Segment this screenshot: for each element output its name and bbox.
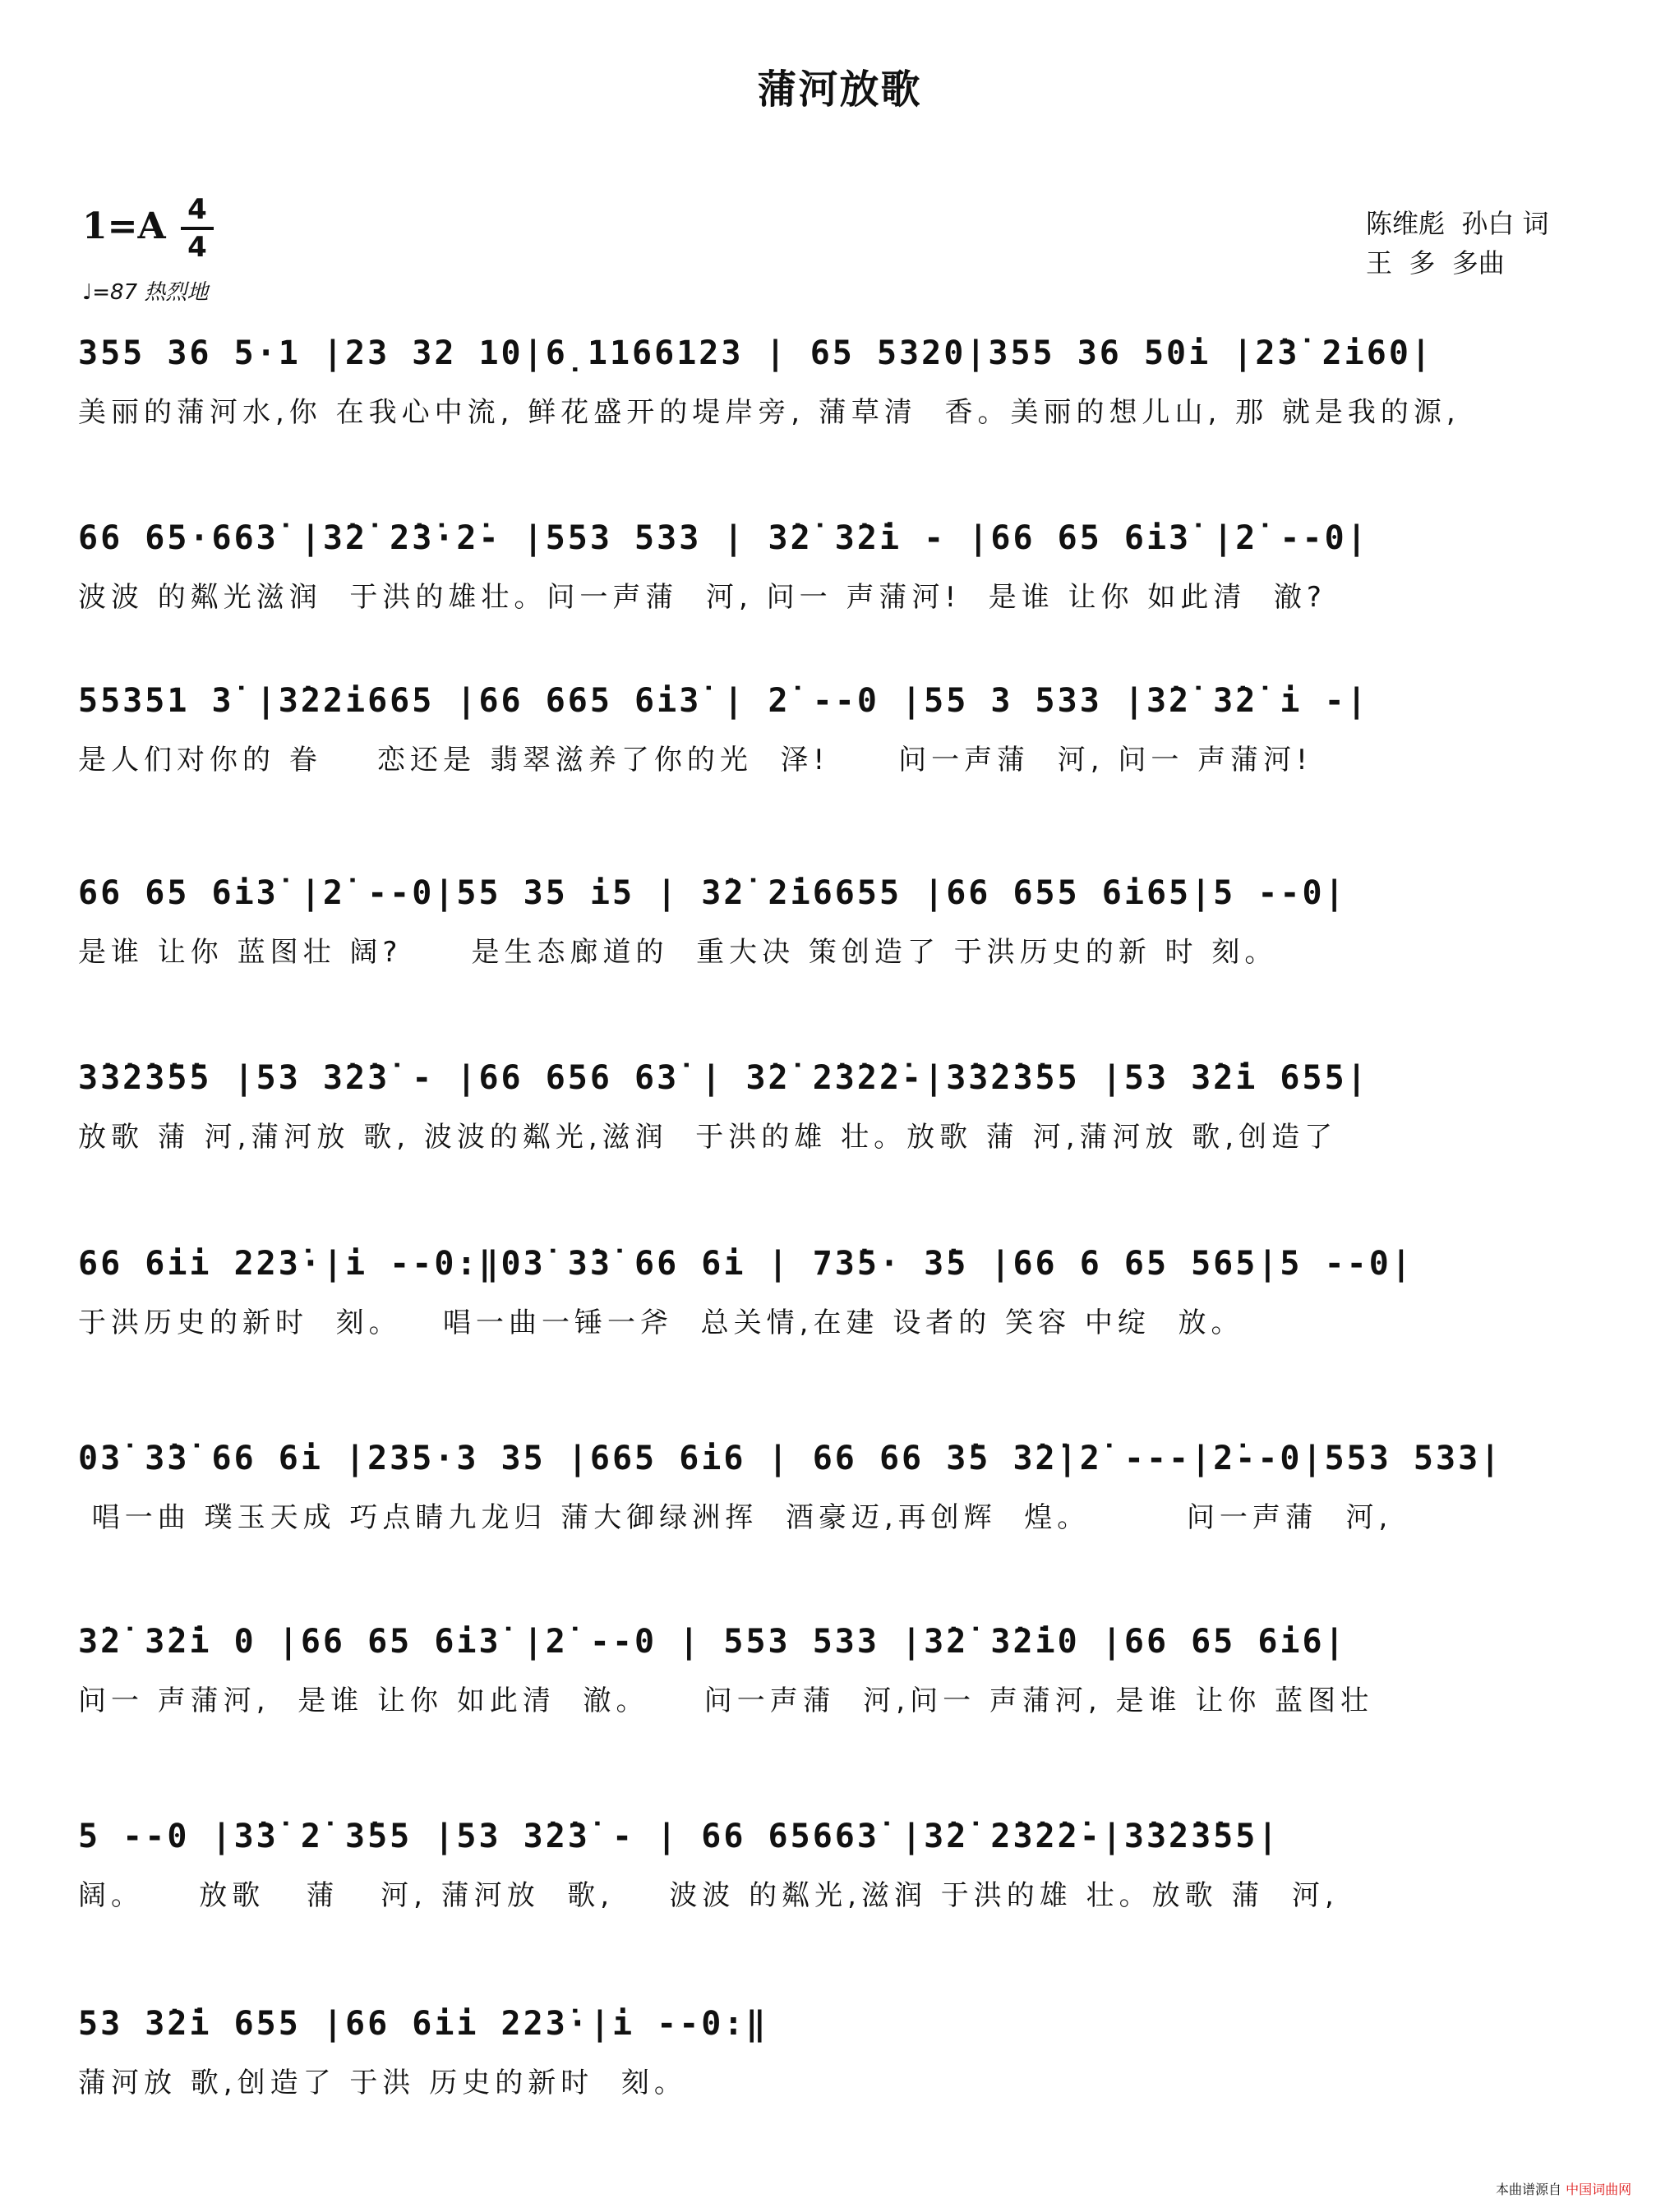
lyric-line: 问一 声蒲河, 是谁 让你 如此清 澈。 问一声蒲 河,问一 声蒲河, 是谁 让你 蓝图壮 — [78, 1684, 1374, 1717]
notation-line: 3̇3̇2̇3̇5̇5 |53 3̇2̇3̇ - |66 656 63̇ | 3̇2̇ 2̇3̇2̇2̇-|3̇3̇2̇3̇55 |53 3̇2̇i 655| — [78, 1059, 1369, 1097]
lyric-line: 唱一曲 璞玉天成 巧点睛九龙归 蒲大御绿洲挥 酒豪迈,再创辉 煌。 问一声蒲 河, — [78, 1501, 1393, 1534]
score-system-1 — [78, 325, 1607, 448]
lyricist-credit: 陈维彪 孙白 词 — [1366, 208, 1549, 239]
site-brand[interactable]: 中国词曲网 — [1566, 2182, 1632, 2197]
notation-line: 03̇ 3̇3̇ 66 6i |235·3 35 |665 6i6 | 66 66 3̇5 3̇2̇|2̇ ---|2̇--0|553 533| — [78, 1440, 1503, 1477]
notation-line: 55351 3̇ |3̇22i665 |66 665 6i3̇ | 2̇ --0 |55 3 533 |3̇2̇ 3̇2̇ i -| — [78, 682, 1369, 720]
score-system-3 — [78, 672, 1607, 795]
time-signature — [181, 194, 214, 263]
lyric-line: 是谁 让你 蓝图壮 阔? 是生态廊道的 重大决 策创造了 于洪历史的新 时 刻。 — [78, 936, 1278, 969]
lyric-line: 蒲河放 歌,创造了 于洪 历史的新时 刻。 — [78, 2067, 687, 2099]
lyric-line: 放歌 蒲 河,蒲河放 歌, 波波的粼光,滋润 于洪的雄 壮。放歌 蒲 河,蒲河放 歌,创造了 — [78, 1121, 1338, 1154]
score-system-5 — [78, 1049, 1607, 1173]
notation-line: 5 --0 |3̇3̇ 2̇ 3̇55 |53 3̇2̇3̇ - | 66 65663̇ |3̇2̇ 2̇3̇2̇2̇-|3̇3̇2̇3̇55| — [78, 1818, 1280, 1855]
notation-line: 53 3̇2̇i 655 |66 6ii 223̇·|i --0:‖ — [78, 2005, 768, 2043]
key-signature: 1=A — [82, 205, 166, 247]
score-system-9 — [78, 1808, 1607, 1931]
song-title: 蒲河放歌 — [757, 67, 922, 113]
source-footer — [1496, 2179, 1631, 2198]
notation-line: 355 36 5·1 |23 32 10|6̣1166123 | 65 5320|355 36 50i |2̇3̇ 2i60| — [78, 334, 1434, 372]
score-system-10 — [78, 1995, 1607, 2118]
lyric-line: 美丽的蒲河水,你 在我心中流, 鲜花盛开的堤岸旁, 蒲草清 香。美丽的想儿山, 那 就是我的源, — [78, 396, 1460, 429]
notation-line: 3̇2̇ 3̇2̇i 0 |66 65 6i3̇ |2̇ --0 | 553 533 |3̇2̇ 3̇2̇i0 |66 65 6i6| — [78, 1623, 1347, 1661]
score-system-7 — [78, 1430, 1607, 1553]
score-system-8 — [78, 1613, 1607, 1736]
lyric-line: 是人们对你的 眷 恋还是 翡翠滋养了你的光 泽! 问一声蒲 河, 问一 声蒲河! — [78, 744, 1312, 777]
score-system-2 — [78, 509, 1607, 633]
notation-line: 66 65 6i3̇ |2̇ --0|55 35 i5 | 3̇2̇ 2̇i6655 |66 655 6i65|5 --0| — [78, 874, 1347, 912]
time-signature-top: 4 — [187, 193, 207, 226]
lyric-line: 波波 的粼光滋润 于洪的雄壮。问一声蒲 河, 问一 声蒲河! 是谁 让你 如此清 澈? — [78, 581, 1326, 614]
time-signature-bottom: 4 — [187, 231, 207, 264]
score-system-6 — [78, 1235, 1607, 1358]
composer-credit: 王 多 多曲 — [1366, 247, 1505, 279]
tempo-marking: ♩=87 热烈地 — [82, 280, 209, 305]
lyric-line: 于洪历史的新时 刻。 唱一曲一锤一斧 总关情,在建 设者的 笑容 中绽 放。 — [78, 1306, 1244, 1339]
notation-line: 66 6ii 223̇·|i --0:‖03̇ 3̇3̇ 66 6i | 73̇5· 3̇5 |66 6 65 565|5 --0| — [78, 1245, 1414, 1283]
score-system-4 — [78, 864, 1607, 988]
notation-line: 66 65·663̇ |3̇2̇ 2̇3̇·2̇- |553 533 | 3̇2̇ 3̇2̇i - |66 65 6i3̇ |2̇ --0| — [78, 519, 1369, 557]
credits — [1366, 204, 1549, 283]
source-label: 本曲谱源自 — [1496, 2182, 1562, 2197]
lyric-line: 阔。 放歌 蒲 河, 蒲河放 歌, 波波 的粼光,滋润 于洪的雄 壮。放歌 蒲 河, — [78, 1879, 1339, 1912]
time-signature-divider — [181, 227, 214, 230]
